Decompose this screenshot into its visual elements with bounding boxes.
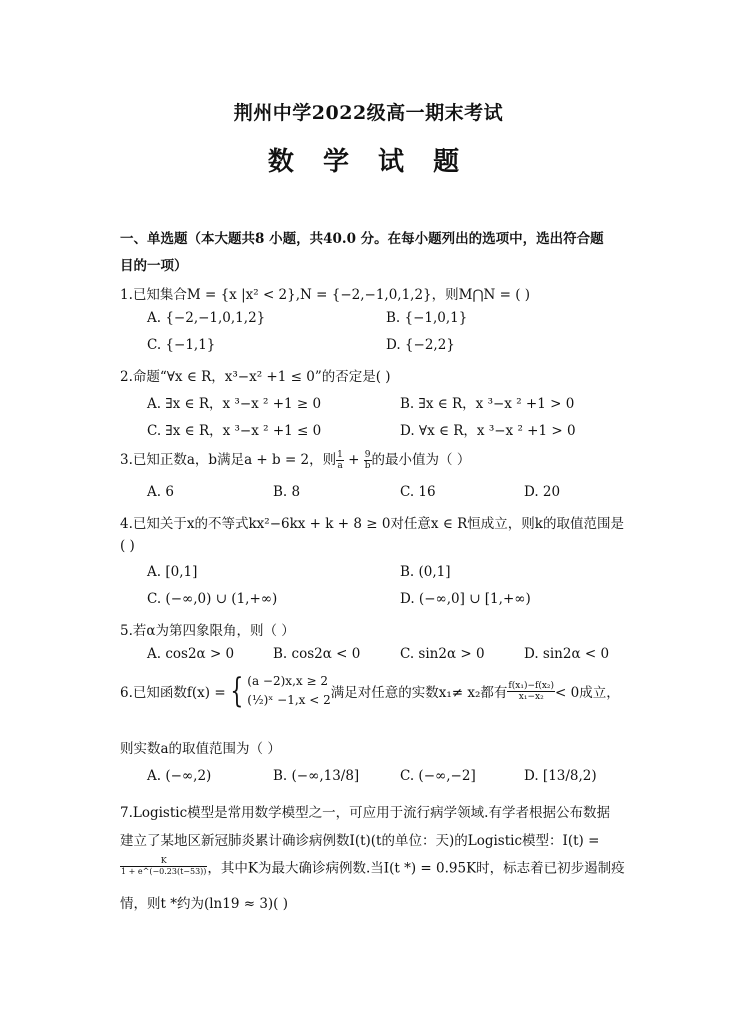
question-1-option-c: C. {−1,1} xyxy=(147,337,216,353)
question-7-line4: 情，则t *约为(ln19 ≈ 3)( ) xyxy=(120,896,288,912)
question-6-stem-part-b: 满足对任意的实数x₁≠ x₂都有 xyxy=(330,685,508,701)
question-3-stem xyxy=(120,448,470,471)
question-3-fraction-1 xyxy=(336,450,344,471)
question-6-stem-line2: 则实数a的取值范围为（ ） xyxy=(120,741,281,757)
fraction-denominator: 1 + e^(−0.23(t−53)) xyxy=(121,867,207,876)
question-6-option-b: B. (−∞,13/8] xyxy=(273,768,360,784)
question-5-option-b: B. cos2α < 0 xyxy=(273,646,361,662)
fraction-numerator: f(x₁)−f(x₂) xyxy=(508,680,555,691)
fraction-numerator: K xyxy=(120,856,207,867)
question-7-line3 xyxy=(120,856,625,877)
question-6-stem-part-a: 6.已知函数f(x) = xyxy=(120,685,226,701)
plus-sign: + xyxy=(343,452,364,468)
piecewise-case-2: (½)ˣ −1,x < 2 xyxy=(247,693,331,707)
piecewise-brace: { xyxy=(229,671,243,711)
question-3-stem-part-b: 的最小值为（ ） xyxy=(371,452,471,468)
fraction-numerator: 9 xyxy=(364,450,371,460)
question-3-fraction-2 xyxy=(364,450,372,471)
question-6-stem xyxy=(120,672,620,710)
fraction-denominator: a xyxy=(337,461,343,471)
question-4-option-d: D. (−∞,0] ∪ [1,+∞) xyxy=(400,591,531,607)
section-heading-line1: 一、单选题（本大题共8 小题，共40.0 分。在每小题列出的选项中，选出符合题 xyxy=(120,231,604,247)
question-7-fraction xyxy=(120,856,207,877)
question-4-option-c: C. (−∞,0) ∪ (1,+∞) xyxy=(147,591,278,607)
question-4-stem-line2: ( ) xyxy=(120,538,135,554)
question-3-option-b: B. 8 xyxy=(273,484,301,500)
question-5-stem: 5.若α为第四象限角，则（ ） xyxy=(120,623,295,639)
question-1-stem: 1.已知集合M = {x |x² < 2},N = {−2,−1,0,1,2}，则M⋂N = ( ) xyxy=(120,287,531,303)
fraction-numerator: 1 xyxy=(337,450,343,460)
question-6-fraction xyxy=(507,681,555,702)
exam-subject-title: 数 学 试 题 xyxy=(267,147,470,177)
question-5-option-a: A. cos2α > 0 xyxy=(147,646,235,662)
question-3-option-d: D. 20 xyxy=(524,484,561,500)
question-1-option-b: B. {−1,0,1} xyxy=(386,310,468,326)
question-6-option-a: A. (−∞,2) xyxy=(147,768,212,784)
question-2-option-d: D. ∀x ∈ R，x ³−x ² +1 > 0 xyxy=(400,423,576,439)
piecewise-case-1: (a −2)x,x ≥ 2 xyxy=(247,674,328,688)
question-5-option-d: D. sin2α < 0 xyxy=(524,646,610,662)
fraction-denominator: x₁−x₂ xyxy=(518,691,544,702)
question-7-line2: 建立了某地区新冠肺炎累计确诊病例数I(t)(t的单位：天)的Logistic模型：I(t) = xyxy=(120,833,600,849)
fraction-denominator: b xyxy=(364,461,371,471)
question-4-option-b: B. (0,1] xyxy=(400,564,451,580)
question-2-option-a: A. ∃x ∈ R，x ³−x ² +1 ≥ 0 xyxy=(147,396,322,412)
question-6-option-d: D. [13/8,2) xyxy=(524,768,597,784)
question-1-option-d: D. {−2,2} xyxy=(386,337,455,353)
exam-school-title: 荆州中学2022级高一期末考试 xyxy=(233,102,504,124)
question-3-option-c: C. 16 xyxy=(400,484,436,500)
question-6-option-c: C. (−∞,−2] xyxy=(400,768,476,784)
question-7-line3-text: ，其中K为最大确诊病例数.当I(t *) = 0.95K时，标志着已初步遏制疫 xyxy=(207,860,625,877)
question-6-stem-part-c: < 0成立， xyxy=(555,685,620,701)
question-4-option-a: A. [0,1] xyxy=(147,564,198,580)
question-2-option-b: B. ∃x ∈ R，x ³−x ² +1 > 0 xyxy=(400,396,575,412)
piecewise-cases xyxy=(247,672,330,710)
question-3-option-a: A. 6 xyxy=(147,484,174,500)
question-5-option-c: C. sin2α > 0 xyxy=(400,646,485,662)
question-2-stem: 2.命题“∀x ∈ R，x³−x² +1 ≤ 0”的否定是( ) xyxy=(120,369,391,385)
section-heading-line2: 目的一项） xyxy=(120,258,188,274)
question-7-line1: 7.Logistic模型是常用数学模型之一，可应用于流行病学领域.有学者根据公布数据 xyxy=(120,805,610,821)
question-1-option-a: A. {−2,−1,0,1,2} xyxy=(147,310,266,326)
question-4-stem-line1: 4.已知关于x的不等式kx²−6kx + k + 8 ≥ 0对任意x ∈ R恒成立，则k的取值范围是 xyxy=(120,516,624,532)
question-3-stem-part-a: 3.已知正数a，b满足a + b = 2，则 xyxy=(120,452,337,468)
question-2-option-c: C. ∃x ∈ R，x ³−x ² +1 ≤ 0 xyxy=(147,423,322,439)
